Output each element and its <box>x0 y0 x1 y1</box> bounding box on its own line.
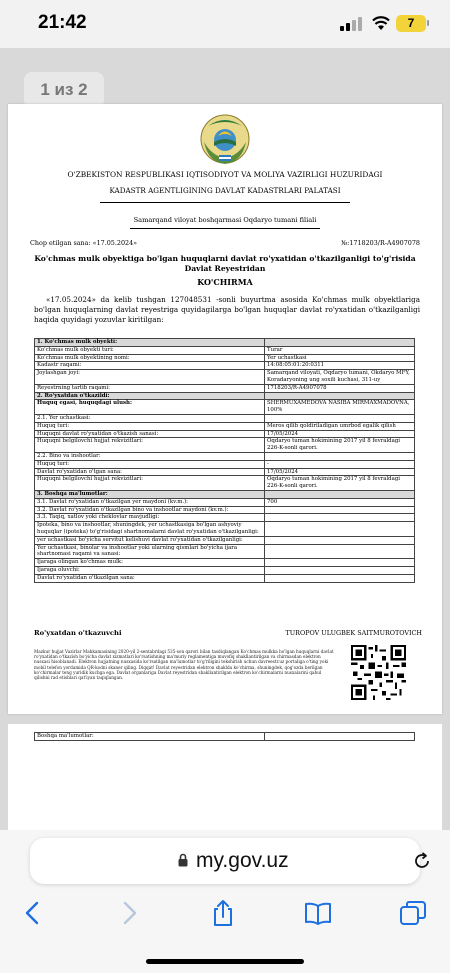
row-value: Yer uchastkasi <box>265 354 415 362</box>
row-value <box>265 536 415 544</box>
divider <box>130 228 320 229</box>
home-indicator <box>146 959 304 964</box>
status-time: 21:42 <box>38 12 87 33</box>
row-label: Huquqni belgilovchi hujjat rekvizitlari: <box>35 438 265 453</box>
signer-name: TUROPOV ULUGBEK SAITMUROTOVICH <box>285 629 422 637</box>
row-value <box>265 733 415 741</box>
forward-chevron-icon[interactable] <box>114 898 144 928</box>
row-label: Huquqni belgilovchi hujjat rekvizitlari: <box>35 476 265 491</box>
row-value: 1718203/R-A4907078 <box>265 384 415 392</box>
table-row <box>35 506 415 514</box>
row-label: Yer uchastkasi, binolar va inshootlar yoki ularning qismlari bo'yicha ijara shartnomasi raqami va sanasi: <box>35 544 265 559</box>
address-bar[interactable] <box>30 838 420 884</box>
divider <box>100 202 350 203</box>
row-label: Huquq turi: <box>35 460 265 468</box>
row-label: 3. Boshqa ma'lumotlar: <box>35 490 265 498</box>
cellular-signal-icon <box>340 17 362 31</box>
browser-bottom-bar <box>0 830 450 973</box>
row-label: 3.2. Davlat ro'yxatidan o'tkazilgan bino va inshootlar maydoni (kv.m.): <box>35 506 265 514</box>
status-bar <box>0 0 450 48</box>
row-label: Davlat ro'yxatidan o'tkazilgan sana: <box>35 574 265 582</box>
row-value <box>265 490 415 498</box>
table-row <box>35 574 415 582</box>
table-row <box>35 384 415 392</box>
row-label: 3.1. Davlat ro'yxatidan o'tkazilgan yer maydoni (kv.m.): <box>35 498 265 506</box>
row-value <box>265 522 415 537</box>
row-value: Turar <box>265 346 415 354</box>
row-label: Ijaraga oluvchi: <box>35 566 265 574</box>
tabs-icon[interactable] <box>398 898 428 928</box>
battery-tip <box>427 20 429 26</box>
table-row <box>35 522 415 537</box>
table-row <box>35 422 415 430</box>
row-label: 2. Ro'yxatdan o'tkazildi: <box>35 392 265 400</box>
row-value <box>265 452 415 460</box>
table-row <box>35 362 415 370</box>
reload-icon[interactable] <box>412 851 432 871</box>
bookmarks-icon[interactable] <box>303 898 333 928</box>
row-label: 3.3. Taqiq, xatlov yoki cheklovlar mavjudligi: <box>35 514 265 522</box>
lock-icon <box>178 853 188 867</box>
row-label: Huquqni davlat ro'yxatidan o'tkazish sanasi: <box>35 430 265 438</box>
row-value: Meros qilib qoldiriladigan umrbod egalik qilish <box>265 422 415 430</box>
row-label: Kadastr raqami: <box>35 362 265 370</box>
row-value: Oqdaryo tuman hokimining 2017 yil 8 fevraldagi 226-K-sonli qarori. <box>265 476 415 491</box>
qr-code-icon <box>351 645 406 700</box>
branch-name: Samarqand viloyat boshqarmasi Oqdaryo tumani filiali <box>133 216 317 224</box>
document-title: Ko'chmas mulk obyektiga bo'lgan huquqlarni davlat ro'yxatidan o'tkazilganligi to'g'risida Davlat Reyestridan <box>34 254 416 273</box>
footnote: Mazkur hujjat Vazirlar Mahkamasining 2020-yil 2-sentabrdagi 535-son qarori bilan tasdiqlangan Ko'chmas mulkka bo'lgan huquqlarni davlat ro'yxatidan o'tkazish bo'yicha davlat xizmatlari ko'rsatishning ma'muriy reglamentiga muvofiq shakllantirilgan va chirmasdan elektron nusxasi hisoblanadi. Elektron hujjatning nusxasida ko'rsatilgan ma'lumotlar to'g'riligini tekshirish uchun davreestr.uz portaliga o'ting yoki mobil telefon yordamida QR-kodni skaner qiling. Diqqat! Davlat reyestridan elektron shaklda ko'chirma, shuningdek, qog'ozda berilgan ko'chirmalar teng yuridik kuchga ega. Davlat organlariga Davlat reyestridan shakllantirilgan elektron ko'chirmalarni nusxalarini qabul qilishni rad etishlari qat'iyan taqiqlangan. <box>34 649 334 681</box>
table-row <box>35 468 415 476</box>
intro-paragraph: «17.05.2024» da kelib tushgan 127048531 -sonli buyurtma asosida Ko'chmas mulk obyektlariga bo'lgan huquqlarning davlat reyestriga quyidagilarga bo'lgan huquqlar davlat ro'yxatidan o'tkazilganligi haqida quyidagi yozuvlar kiritilgan: <box>34 295 420 325</box>
table-row <box>35 400 415 415</box>
table-row <box>35 430 415 438</box>
table-row <box>35 460 415 468</box>
org-line-1: O'ZBEKISTON RESPUBLIKASI IQTISODIYOT VA MOLIYA VAZIRLIGI HUZURIDAGI <box>67 170 383 179</box>
row-value: Oqdaryo tuman hokimining 2017 yil 8 fevraldagi 226-K-sonli qarori. <box>265 438 415 453</box>
document-page-1 <box>8 104 442 714</box>
row-label: Ijaraga olingan ko'chmas mulk: <box>35 559 265 567</box>
row-label: Ko'chmas mulk obyekti turi: <box>35 346 265 354</box>
print-date: Chop etilgan sana: «17.05.2024» <box>30 239 138 247</box>
table-row <box>35 370 415 385</box>
org-line-2: KADASTR AGENTLIGINING DAVLAT KADASTRLARI PALATASI <box>109 186 341 195</box>
table-row <box>35 438 415 453</box>
row-value: 17/05/2024 <box>265 430 415 438</box>
document-subtitle: KO'CHIRMA <box>197 277 253 287</box>
row-value: 700 <box>265 498 415 506</box>
registry-table <box>34 338 415 583</box>
table-row <box>35 514 415 522</box>
wifi-icon <box>372 15 390 31</box>
table-row <box>35 452 415 460</box>
row-value: - <box>265 460 415 468</box>
row-value: 17/05/2024 <box>265 468 415 476</box>
row-label: 2.2. Bino va inshootlar: <box>35 452 265 460</box>
row-label: 2.1. Yer uchastkasi: <box>35 414 265 422</box>
row-label: Reyestrning tartib raqami: <box>35 384 265 392</box>
row-value: SHERMUXAMEDOVA NASIBA MIRMAXMADOVNA, 100% <box>265 400 415 415</box>
row-value <box>265 339 415 347</box>
table-row <box>35 476 415 491</box>
table-row <box>35 536 415 544</box>
row-label: Huquq turi: <box>35 422 265 430</box>
table-row <box>35 498 415 506</box>
row-value: Samarqand viloyati, Oqdaryo tumani, Okdaryo MFY, Koradaryoning ung soxili kuchasi, 311-uy <box>265 370 415 385</box>
share-icon[interactable] <box>208 898 238 928</box>
section-row <box>35 339 415 347</box>
browser-toolbar <box>0 892 450 936</box>
state-emblem-icon <box>198 112 252 166</box>
row-label: Davlat ro'yxatidan o'tgan sana: <box>35 468 265 476</box>
row-label: Boshqa ma'lumotlar: <box>35 733 265 741</box>
row-value: 14:08:05:01:20:0311 <box>265 362 415 370</box>
row-label: Huquq egasi, huquqdagi ulush: <box>35 400 265 415</box>
table-row <box>35 354 415 362</box>
url-text: my.gov.uz <box>196 849 289 872</box>
back-chevron-icon[interactable] <box>18 898 48 928</box>
row-value <box>265 514 415 522</box>
battery-icon: 7 <box>396 15 426 32</box>
table-row <box>35 414 415 422</box>
table-row <box>35 346 415 354</box>
row-value <box>265 392 415 400</box>
row-label: Ipoteka, bino va inshootlar, shuningdek, yer uchastkasiga bo'lgan ashyoviy huquqlar (ipoteka) to'g'risidagi shartnomalarni davlat ro'yxatidan o'tkazilganligi: <box>35 522 265 537</box>
table-row <box>35 566 415 574</box>
table-row <box>35 733 415 741</box>
table-row <box>35 544 415 559</box>
row-value <box>265 506 415 514</box>
signer-label: Ro'yxatdan o'tkazuvchi <box>34 629 122 637</box>
row-value <box>265 544 415 559</box>
document-page-2 <box>8 724 442 830</box>
pdf-viewer[interactable] <box>0 48 450 830</box>
section-row <box>35 490 415 498</box>
row-value <box>265 559 415 567</box>
row-value <box>265 574 415 582</box>
document-number: №:1718203/R-A4907078 <box>341 239 420 247</box>
page-counter: 1 из 2 <box>24 72 104 108</box>
row-value <box>265 566 415 574</box>
row-label: yer uchastkasi bo'yicha servitut kelishuvi davlat ro'yxatidan o'tkazilganligi: <box>35 536 265 544</box>
registry-table-continued <box>34 732 415 741</box>
row-label: 1. Ko'chmas mulk obyekti: <box>35 339 265 347</box>
row-value <box>265 414 415 422</box>
section-row <box>35 392 415 400</box>
row-label: Ko'chmas mulk obyektining nomi: <box>35 354 265 362</box>
row-label: Joylashgan joyi: <box>35 370 265 385</box>
table-row <box>35 559 415 567</box>
